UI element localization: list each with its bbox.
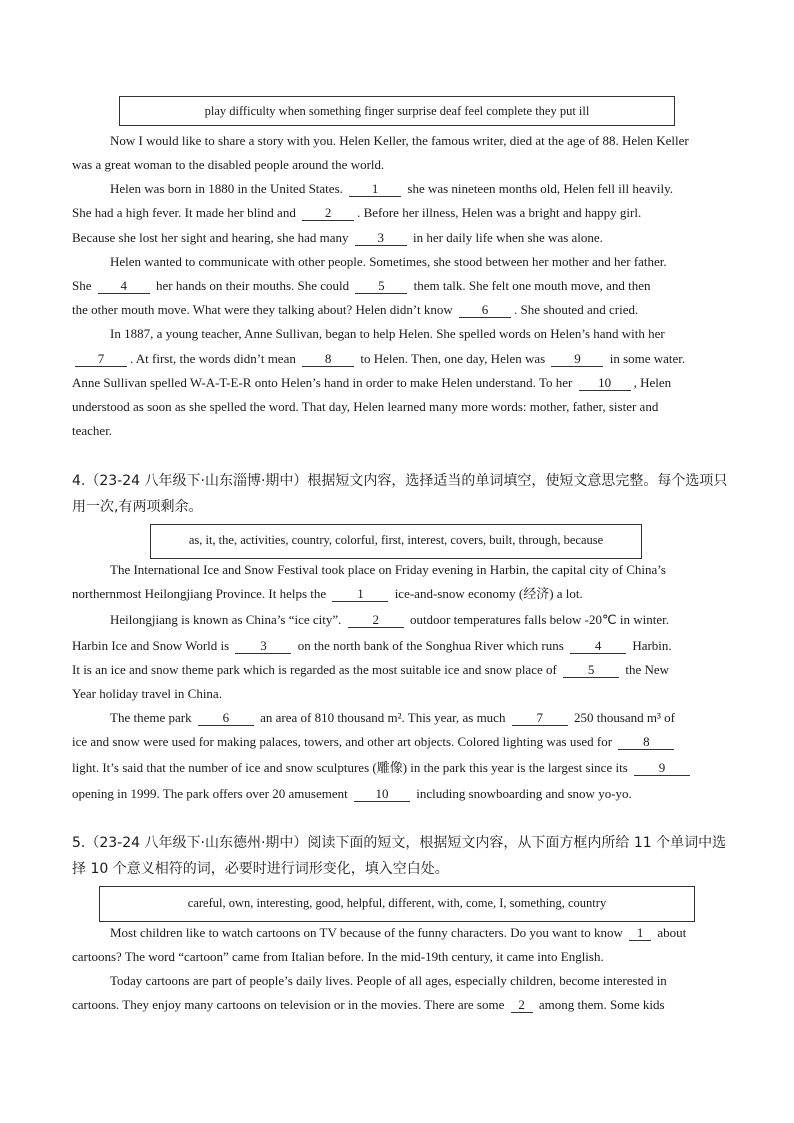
passage-line (72, 585, 722, 603)
answer-blank[interactable]: 5 (355, 279, 407, 294)
answer-blank[interactable]: 2 (511, 998, 533, 1013)
passage-text: was a great woman to the disabled people around the world. (72, 157, 385, 172)
passage-text: She (72, 278, 95, 293)
answer-blank[interactable]: 5 (563, 663, 619, 678)
passage-text: in some water. (606, 351, 686, 366)
passage-text: Now I would like to share a story with you. Helen Keller, the famous writer, died at the age of 88. Helen Keller (110, 133, 689, 148)
passage-line (72, 277, 722, 295)
passage-text: understood as soon as she spelled the word. That day, Helen learned many more words: mother, father, sister and (72, 399, 659, 414)
passage-line (72, 350, 722, 368)
passage-text: opening in 1999. The park offers over 20 amusement (72, 786, 351, 801)
word-box-5: careful, own, interesting, good, helpful, different, with, come, I, something, country (99, 886, 695, 922)
question-5-title: 5.（23-24 八年级下·山东德州·期中）阅读下面的短文，根据短文内容，从下面方框内所给 11 个单词中选 (72, 835, 727, 851)
passage-text: . She shouted and cried. (514, 302, 639, 317)
answer-blank[interactable]: 9 (551, 352, 603, 367)
passage-text: ice and snow were used for making palaces, towers, and other art objects. Colored lighting was used for (72, 734, 616, 749)
passage-text: an area of 810 thousand m². This year, as much (256, 710, 509, 725)
passage-text: It is an ice and snow theme park which is regarded as the most suitable ice and snow place of (72, 662, 561, 677)
answer-blank[interactable]: 1 (349, 182, 401, 197)
passage-line (110, 611, 722, 629)
passage-text: Helen wanted to communicate with other people. Sometimes, she stood between her mother and her father. (110, 254, 667, 269)
question-5-title-cont: 择 10 个意义相符的词，必要时进行词形变化，填入空白处。 (72, 861, 449, 877)
answer-blank[interactable]: 10 (579, 376, 631, 391)
passage-line (72, 948, 722, 966)
passage-line (110, 709, 722, 727)
word-box-3: play difficulty when something finger surprise deaf feel complete they put ill (119, 96, 675, 126)
passage-line (72, 156, 722, 174)
question-4-title: 4.（23-24 八年级下·山东淄博·期中）根据短文内容，选择适当的单词填空，使短文意思完整。每个选项只 (72, 473, 728, 489)
passage-text: them talk. She felt one mouth move, and then (410, 278, 651, 293)
passage-text: cartoons. They enjoy many cartoons on television or in the movies. There are some (72, 997, 508, 1012)
passage-text: Year holiday travel in China. (72, 686, 222, 701)
passage-line (72, 637, 722, 655)
passage-text: Because she lost her sight and hearing, she had many (72, 230, 352, 245)
answer-blank[interactable]: 1 (629, 926, 651, 941)
passage-text: In 1887, a young teacher, Anne Sullivan, began to help Helen. She spelled words on Helen’s hand with her (110, 326, 665, 341)
passage-text: on the north bank of the Songhua River which runs (294, 638, 568, 653)
answer-blank[interactable]: 2 (348, 613, 404, 628)
passage-text: Harbin Ice and Snow World is (72, 638, 233, 653)
passage-text: . At first, the words didn’t mean (130, 351, 300, 366)
passage-line (110, 561, 722, 579)
passage-line (110, 180, 722, 198)
passage-text: Heilongjiang is known as China’s “ice city”. (110, 612, 345, 627)
passage-line (72, 785, 722, 803)
passage-text: , Helen (633, 375, 672, 390)
answer-blank[interactable]: 10 (354, 787, 410, 802)
passage-text: among them. Some kids (535, 997, 665, 1012)
answer-blank[interactable]: 8 (302, 352, 354, 367)
passage-text: 250 thousand m³ of (570, 710, 675, 725)
passage-text: northernmost Heilongjiang Province. It helps the (72, 586, 330, 601)
passage-line (72, 301, 722, 319)
passage-line (72, 685, 722, 703)
answer-blank[interactable]: 9 (634, 761, 690, 776)
passage-line (72, 996, 722, 1014)
answer-blank[interactable]: 4 (98, 279, 150, 294)
answer-blank[interactable]: 1 (332, 587, 388, 602)
passage-text: she was nineteen months old, Helen fell ill heavily. (404, 181, 673, 196)
passage-text: ice-and-snow economy (经济) a lot. (391, 586, 583, 601)
passage-text: outdoor temperatures falls below -20℃ in winter. (406, 612, 669, 627)
answer-blank[interactable]: 4 (570, 639, 626, 654)
passage-text: Helen was born in 1880 in the United States. (110, 181, 347, 196)
passage-text: the New (622, 662, 670, 677)
answer-blank[interactable]: 3 (235, 639, 291, 654)
passage-text: the other mouth move. What were they talking about? Helen didn’t know (72, 302, 457, 317)
passage-line (110, 972, 722, 990)
passage-line (110, 132, 722, 150)
passage-text: cartoons? The word “cartoon” came from Italian before. In the mid-19th century, it came into English. (72, 949, 604, 964)
passage-line (110, 924, 722, 942)
answer-blank[interactable]: 3 (355, 231, 407, 246)
passage-text: Harbin. (629, 638, 672, 653)
passage-line (72, 661, 722, 679)
passage-line (110, 325, 722, 343)
passage-text: . Before her illness, Helen was a bright and happy girl. (357, 205, 642, 220)
passage-text: The International Ice and Snow Festival took place on Friday evening in Harbin, the capital city of China’s (110, 562, 666, 577)
passage-text: light. It’s said that the number of ice and snow sculptures (雕像) in the park this year is the largest since its (72, 760, 631, 775)
answer-blank[interactable]: 8 (618, 735, 674, 750)
passage-text: in her daily life when she was alone. (409, 230, 603, 245)
passage-text: Today cartoons are part of people’s daily lives. People of all ages, especially children, become interested in (110, 973, 667, 988)
passage-text: She had a high fever. It made her blind and (72, 205, 300, 220)
word-box-4: as, it, the, activities, country, colorful, first, interest, covers, built, through, because (150, 524, 642, 559)
answer-blank[interactable]: 7 (512, 711, 568, 726)
passage-line (72, 204, 722, 222)
passage-text: to Helen. Then, one day, Helen was (357, 351, 549, 366)
answer-blank[interactable]: 6 (459, 303, 511, 318)
passage-text: Anne Sullivan spelled W-A-T-E-R onto Helen’s hand in order to make Helen understand. To her (72, 375, 576, 390)
passage-line (72, 229, 722, 247)
passage-line (72, 374, 722, 392)
passage-line (72, 398, 722, 416)
answer-blank[interactable]: 7 (75, 352, 127, 367)
passage-line (72, 733, 722, 751)
answer-blank[interactable]: 6 (198, 711, 254, 726)
passage-line (110, 253, 722, 271)
passage-text: teacher. (72, 423, 113, 438)
passage-line (72, 759, 722, 777)
answer-blank[interactable]: 2 (302, 206, 354, 221)
passage-text: Most children like to watch cartoons on TV because of the funny characters. Do you want to know (110, 925, 627, 940)
question-4-title-cont: 用一次,有两项剩余。 (72, 499, 203, 515)
passage-line (72, 422, 722, 440)
passage-text: including snowboarding and snow yo-yo. (412, 786, 632, 801)
passage-text: about (654, 925, 687, 940)
passage-text: The theme park (110, 710, 195, 725)
passage-text: her hands on their mouths. She could (152, 278, 353, 293)
